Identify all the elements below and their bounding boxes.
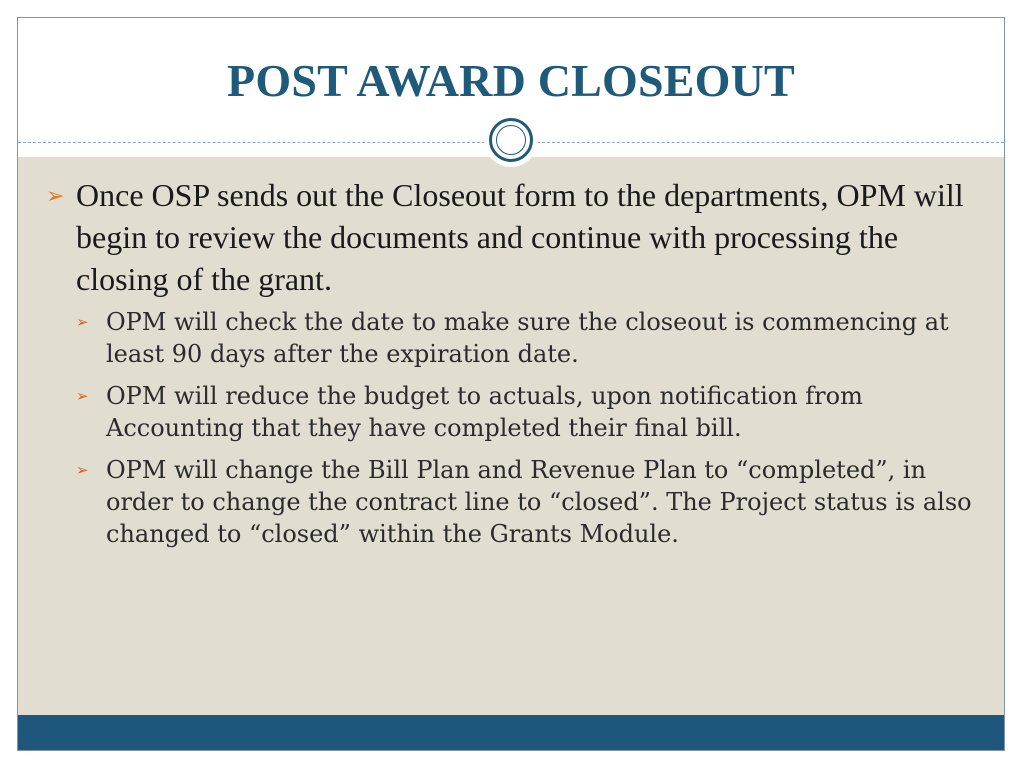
circle-ring-icon — [484, 113, 538, 167]
slide — [17, 17, 1005, 751]
sub-bullet — [76, 454, 991, 550]
slide-title: POST AWARD CLOSEOUT — [227, 55, 795, 106]
sub-bullet — [76, 380, 991, 444]
main-bullet-text: Once OSP sends out the Closeout form to the departments, OPM will begin to review the documents and continue with processing the closing of the grant. — [76, 177, 964, 297]
ring-inner — [496, 125, 526, 155]
arrow-bullet-icon: ➢ — [76, 313, 89, 331]
ring-outer — [489, 118, 533, 162]
arrow-bullet-icon: ➢ — [46, 184, 65, 209]
sub-bullet-text: OPM will reduce the budget to actuals, upon notification from Accounting that they have completed their final bill. — [106, 382, 863, 442]
sub-bullet-text: OPM will check the date to make sure the closeout is commencing at least 90 days after the expiration date. — [106, 308, 949, 368]
sub-bullet-list — [76, 306, 991, 550]
arrow-bullet-icon: ➢ — [76, 461, 89, 479]
footer-bar — [18, 715, 1004, 751]
slide-content — [46, 174, 991, 560]
arrow-bullet-icon: ➢ — [76, 387, 89, 405]
main-bullet — [46, 174, 991, 300]
sub-bullet — [76, 306, 991, 370]
sub-bullet-text: OPM will change the Bill Plan and Revenue Plan to “completed”, in order to change the contract line to “closed”. The Project status is also changed to “closed” within the Grants Module. — [106, 456, 972, 548]
